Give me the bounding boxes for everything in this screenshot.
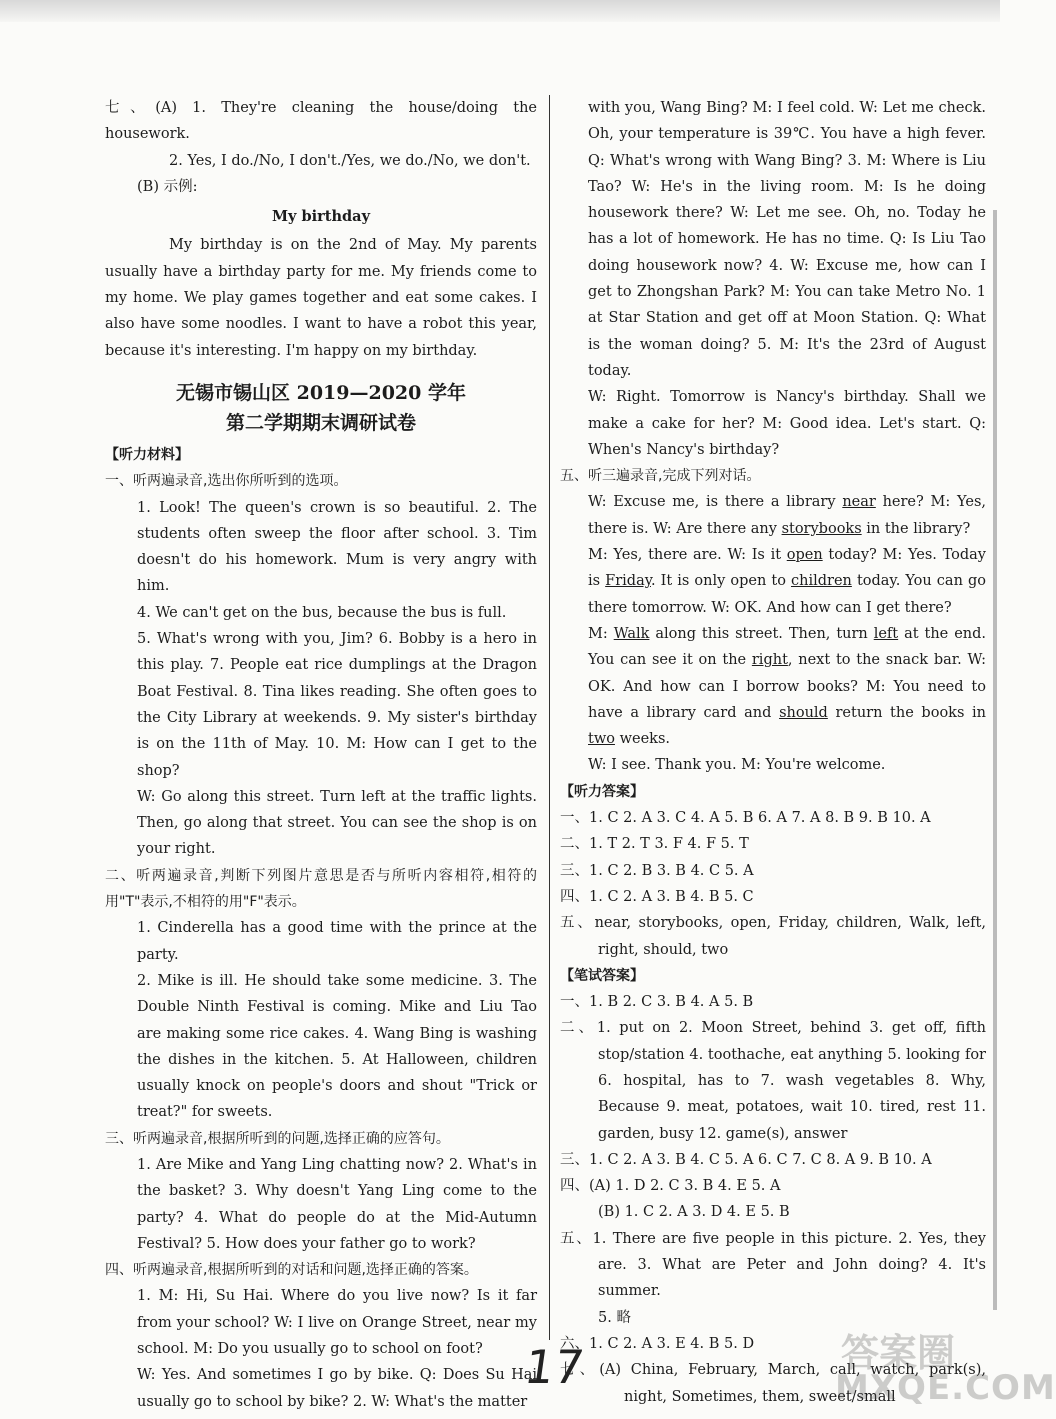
section1-text: 4. We can't get on the bus, because the bus is full. bbox=[137, 604, 507, 621]
answer-line: 五、1. There are five people in this picture. 2. Yes, they are. 3. What are Peter and John doing? 4. It's summer. bbox=[560, 1230, 986, 1300]
listening-answers-header: 【听力答案】 bbox=[560, 783, 644, 800]
blank-answer: Walk bbox=[613, 625, 650, 642]
answer-line: 六、1. C 2. A 3. E 4. B 5. D bbox=[560, 1335, 755, 1352]
answer-line: 5. 略 bbox=[598, 1309, 631, 1326]
section5-dialogue: W: I see. Thank you. M: You're welcome. bbox=[588, 757, 886, 774]
section1-heading: 一、听两遍录音,选出你所听到的选项。 bbox=[105, 473, 348, 490]
section5-dialogue: M: Walk along this street. Then, turn left at the end. You can see it on the right, next to the snack bar. W: OK. And how can I borrow books? M: You need to have a library card and should return the books in two weeks. bbox=[588, 625, 987, 748]
answer-line: 四、(A) 1. D 2. C 3. B 4. E 5. A bbox=[560, 1178, 781, 1195]
blank-answer: right bbox=[751, 652, 788, 669]
page-number: 17 bbox=[521, 1340, 588, 1394]
answer-line: 二、1. put on 2. Moon Street, behind 3. get off, fifth stop/station 4. toothache, eat anything 5. looking for 6. hospital, has to 7. wash vegetables 8. Why, Because 9. meat, potatoes, wait 10. tired, rest 11. garden, busy 12. game(s), answer bbox=[560, 1020, 986, 1142]
answer-line: 二、1. T 2. T 3. F 4. F 5. T bbox=[560, 836, 749, 853]
section4-text: W: Yes. And sometimes I go by bike. Q: Does Su Hai usually go to school by bike? 2. W: What's the matter bbox=[137, 1367, 537, 1410]
section3-text: 1. Are Mike and Yang Ling chatting now? 2. What's in the basket? 3. Why doesn't Yang Ling come to the party? 4. What do people do at the Mid-Autumn Festival? 5. How does your father go to work? bbox=[137, 1156, 537, 1252]
section1-text: 1. Look! The queen's crown is so beautiful. 2. The students often sweep the floor after school. 3. Tim doesn't do his homework. Mum is very angry with him. bbox=[137, 499, 537, 595]
section5-dialogue: W: Excuse me, is there a library near here? M: Yes, there is. W: Are there any storybooks in the library? bbox=[588, 494, 986, 537]
blank-answer: two bbox=[588, 731, 615, 748]
right-column bbox=[560, 95, 986, 1410]
blank-answer: open bbox=[786, 547, 823, 564]
answer-line: 七、(A) China, February, March, call, watch, park(s), night, Sometimes, them, sweet/small bbox=[560, 1362, 986, 1405]
column-divider bbox=[549, 95, 550, 1340]
section4-continued: with you, Wang Bing? M: I feel cold. W: Let me check. Oh, your temperature is 39℃. You have a high fever. Q: What's wrong with Wang Bing? 3. M: Where is Liu Tao? W: He's in the living room. M: Is he doing housework there? W: Let me see. Oh, no. Today he has a lot of homework. He has no time. Q: Is Liu Tao doing housework now? 4. W: Excuse me, how can I get to Zhongshan Park? M: You can take Metro No. 1 at Star Station and get off at Moon Station. Q: What is the woman doing? 5. M: It's the 23rd of August today. bbox=[588, 100, 986, 379]
section2-heading: 二、听两遍录音,判断下列图片意思是否与所听内容相符,相符的用"T"表示,不相符的用"F"表示。 bbox=[105, 867, 537, 911]
section4-heading: 四、听两遍录音,根据所听到的对话和问题,选择正确的答案。 bbox=[105, 1262, 478, 1279]
answer-line: 三、1. C 2. B 3. B 4. C 5. A bbox=[560, 862, 754, 879]
answer-line: 五、near, storybooks, open, Friday, children, Walk, left, right, should, two bbox=[560, 915, 986, 958]
section3-heading: 三、听两遍录音,根据所听到的问题,选择正确的应答句。 bbox=[105, 1130, 450, 1147]
exam-title-line1: 无锡市锡山区 2019—2020 学年 bbox=[176, 381, 466, 404]
written-answers-header: 【笔试答案】 bbox=[560, 967, 644, 984]
section1-text: W: Go along this street. Turn left at the traffic lights. Then, go along that street. You can see the shop is on your right. bbox=[137, 788, 537, 858]
blank-answer: storybooks bbox=[781, 520, 862, 537]
blank-answer: Friday bbox=[605, 573, 651, 590]
page-edge-shadow bbox=[993, 210, 997, 1310]
blank-answer: should bbox=[779, 704, 828, 721]
listening-material-header: 【听力材料】 bbox=[105, 446, 189, 463]
watermark-url: MXQE.COM bbox=[835, 1368, 1056, 1408]
q7a-line2: 2. Yes, I do./No, I don't./Yes, we do./No, we don't. bbox=[169, 152, 531, 169]
blank-answer: near bbox=[842, 494, 876, 511]
watermark-text: 答案圈 bbox=[841, 1331, 956, 1375]
watermark-logo bbox=[835, 1320, 1056, 1415]
blank-answer: children bbox=[791, 573, 852, 590]
section4-text: 1. M: Hi, Su Hai. Where do you live now? Is it far from your school? W: I live on Orange Street, near my school. M: Do you usually go to school on foot? bbox=[137, 1288, 537, 1358]
answer-line: (B) 1. C 2. A 3. D 4. E 5. B bbox=[598, 1204, 790, 1221]
essay-body: My birthday is on the 2nd of May. My parents usually have a birthday party for me. My friends come to my home. We play games together and eat some cakes. I also have some noodles. I want to have a robot this year, because it's interesting. I'm happy on my birthday. bbox=[105, 237, 537, 359]
q7a-line1: 七、(A) 1. They're cleaning the house/doing the housework. bbox=[105, 100, 537, 143]
top-scan-edge bbox=[0, 0, 1000, 22]
essay-title: My birthday bbox=[271, 208, 370, 226]
section5-heading: 五、听三遍录音,完成下列对话。 bbox=[560, 468, 761, 485]
section2-text: 1. Cinderella has a good time with the prince at the party. bbox=[137, 920, 537, 963]
blank-answer: left bbox=[873, 625, 899, 642]
answer-line: 一、1. B 2. C 3. B 4. A 5. B bbox=[560, 994, 754, 1011]
section2-text: 2. Mike is ill. He should take some medicine. 3. The Double Ninth Festival is coming. Mike and Liu Tao are making some rice cakes. 4. Wang Bing is washing the dishes in the kitchen. 5. At Halloween, children usually knock on people's doors and shout "Trick or treat?" for sweets. bbox=[137, 972, 537, 1121]
answer-line: 一、1. C 2. A 3. C 4. A 5. B 6. A 7. A 8. B 9. B 10. A bbox=[560, 810, 931, 827]
section4-continued: W: Right. Tomorrow is Nancy's birthday. Shall we make a cake for her? M: Good idea. Let's start. Q: When's Nancy's birthday? bbox=[588, 389, 986, 458]
answer-line: 三、1. C 2. A 3. B 4. C 5. A 6. C 7. C 8. A 9. B 10. A bbox=[560, 1151, 932, 1168]
section1-text: 5. What's wrong with you, Jim? 6. Bobby is a hero in this play. 7. People eat rice dumplings at the Dragon Boat Festival. 8. Tina likes reading. She often goes to the City Library at weekends. 9. My sister's birthday is on the 11th of May. 10. M: How can I get to the shop? bbox=[137, 631, 537, 779]
q7b-label: (B) 示例: bbox=[137, 178, 198, 195]
section5-dialogue: M: Yes, there are. W: Is it open today? M: Yes. Today is Friday. It is only open to children today. You can go there tomorrow. W: OK. And how can I get there? bbox=[588, 547, 986, 616]
exam-title-block bbox=[105, 378, 537, 438]
exam-title-line2: 第二学期期末调研试卷 bbox=[225, 411, 416, 434]
left-column bbox=[105, 95, 537, 1415]
answer-line: 四、1. C 2. A 3. B 4. B 5. C bbox=[560, 888, 754, 905]
